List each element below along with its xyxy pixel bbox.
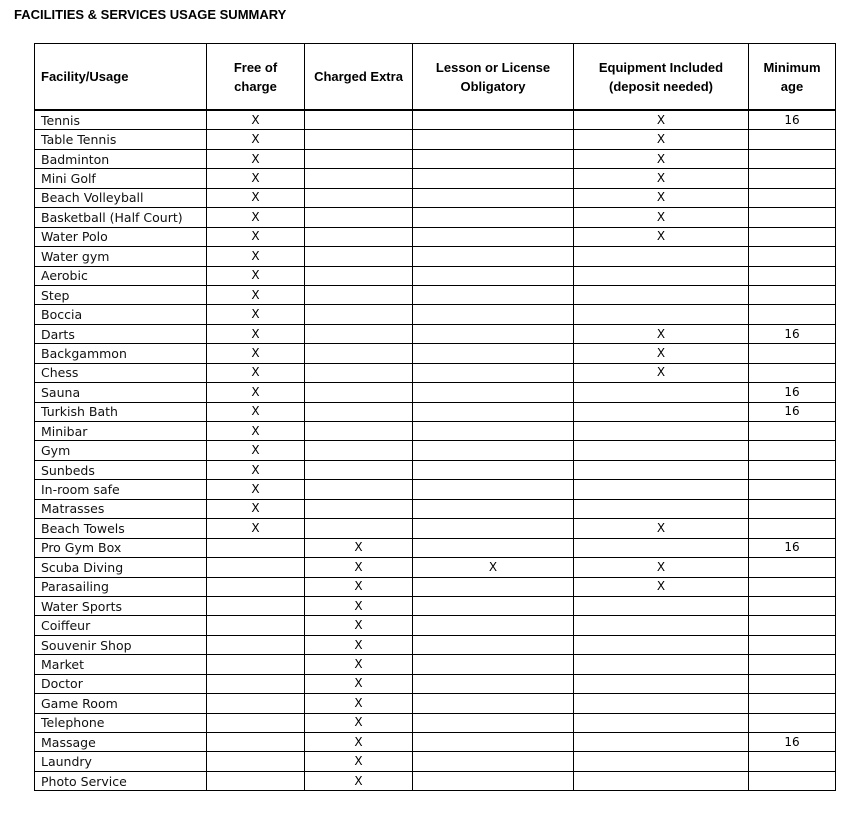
table-row (35, 733, 836, 752)
facility-name: Market (35, 655, 207, 674)
equipment-included-cell (574, 460, 749, 479)
header-equipment-included: Equipment Included (deposit needed) (574, 44, 749, 111)
table-row (35, 422, 836, 441)
minimum-age-cell (749, 266, 836, 285)
minimum-age-cell (749, 519, 836, 538)
equipment-included-cell (574, 266, 749, 285)
facility-name: Water Polo (35, 227, 207, 246)
free-of-charge-cell: X (207, 169, 305, 188)
table-row (35, 713, 836, 732)
lesson-obligatory-cell (413, 208, 574, 227)
charged-extra-cell (305, 110, 413, 130)
table-row (35, 538, 836, 557)
minimum-age-cell (749, 285, 836, 304)
equipment-included-cell (574, 305, 749, 324)
charged-extra-cell: X (305, 655, 413, 674)
facility-name: Tennis (35, 110, 207, 130)
free-of-charge-cell: X (207, 285, 305, 304)
lesson-obligatory-cell (413, 266, 574, 285)
facility-name: Table Tennis (35, 130, 207, 149)
table-row (35, 655, 836, 674)
charged-extra-cell: X (305, 713, 413, 732)
minimum-age-cell (749, 713, 836, 732)
charged-extra-cell (305, 227, 413, 246)
lesson-obligatory-cell (413, 188, 574, 207)
equipment-included-cell: X (574, 577, 749, 596)
free-of-charge-cell (207, 616, 305, 635)
minimum-age-cell: 16 (749, 383, 836, 402)
facility-name: Parasailing (35, 577, 207, 596)
free-of-charge-cell (207, 596, 305, 615)
charged-extra-cell (305, 149, 413, 168)
table-row (35, 169, 836, 188)
equipment-included-cell: X (574, 363, 749, 382)
lesson-obligatory-cell (413, 402, 574, 421)
table-row (35, 771, 836, 790)
table-row (35, 266, 836, 285)
charged-extra-cell (305, 169, 413, 188)
minimum-age-cell (749, 616, 836, 635)
lesson-obligatory-cell (413, 499, 574, 518)
minimum-age-cell (749, 752, 836, 771)
minimum-age-cell (749, 247, 836, 266)
facility-name: Beach Towels (35, 519, 207, 538)
facility-name: Scuba Diving (35, 558, 207, 577)
lesson-obligatory-cell (413, 577, 574, 596)
equipment-included-cell: X (574, 519, 749, 538)
equipment-included-cell (574, 441, 749, 460)
lesson-obligatory-cell (413, 344, 574, 363)
equipment-included-cell (574, 480, 749, 499)
equipment-included-cell: X (574, 227, 749, 246)
facility-name: Darts (35, 324, 207, 343)
table-row (35, 324, 836, 343)
table-body (35, 110, 836, 791)
charged-extra-cell: X (305, 733, 413, 752)
table-row (35, 441, 836, 460)
equipment-included-cell: X (574, 130, 749, 149)
facility-name: Minibar (35, 422, 207, 441)
lesson-obligatory-cell (413, 733, 574, 752)
charged-extra-cell: X (305, 577, 413, 596)
free-of-charge-cell: X (207, 441, 305, 460)
minimum-age-cell (749, 169, 836, 188)
table-row (35, 616, 836, 635)
facility-name: Coiffeur (35, 616, 207, 635)
free-of-charge-cell: X (207, 110, 305, 130)
table-row (35, 519, 836, 538)
facility-name: Water gym (35, 247, 207, 266)
free-of-charge-cell: X (207, 480, 305, 499)
facility-name: Game Room (35, 694, 207, 713)
charged-extra-cell (305, 344, 413, 363)
charged-extra-cell: X (305, 558, 413, 577)
free-of-charge-cell (207, 713, 305, 732)
lesson-obligatory-cell (413, 227, 574, 246)
header-row (35, 44, 836, 111)
facility-name: Doctor (35, 674, 207, 693)
table-row (35, 130, 836, 149)
free-of-charge-cell (207, 694, 305, 713)
equipment-included-cell: X (574, 344, 749, 363)
charged-extra-cell: X (305, 635, 413, 654)
free-of-charge-cell: X (207, 460, 305, 479)
lesson-obligatory-cell (413, 480, 574, 499)
document-title: FACILITIES & SERVICES USAGE SUMMARY (14, 7, 287, 22)
minimum-age-cell (749, 363, 836, 382)
equipment-included-cell (574, 383, 749, 402)
equipment-included-cell: X (574, 169, 749, 188)
free-of-charge-cell: X (207, 149, 305, 168)
facility-name: Laundry (35, 752, 207, 771)
minimum-age-cell (749, 499, 836, 518)
charged-extra-cell (305, 402, 413, 421)
equipment-included-cell (574, 285, 749, 304)
charged-extra-cell (305, 285, 413, 304)
table-row (35, 635, 836, 654)
table-row (35, 596, 836, 615)
free-of-charge-cell: X (207, 130, 305, 149)
facility-name: Sunbeds (35, 460, 207, 479)
facility-name: Mini Golf (35, 169, 207, 188)
minimum-age-cell (749, 188, 836, 207)
equipment-included-cell: X (574, 188, 749, 207)
minimum-age-cell: 16 (749, 733, 836, 752)
facility-name: Water Sports (35, 596, 207, 615)
lesson-obligatory-cell (413, 169, 574, 188)
charged-extra-cell (305, 130, 413, 149)
minimum-age-cell: 16 (749, 324, 836, 343)
free-of-charge-cell: X (207, 305, 305, 324)
table-row (35, 752, 836, 771)
equipment-included-cell: X (574, 149, 749, 168)
equipment-included-cell (574, 674, 749, 693)
equipment-included-cell (574, 499, 749, 518)
charged-extra-cell: X (305, 674, 413, 693)
lesson-obligatory-cell (413, 538, 574, 557)
free-of-charge-cell: X (207, 227, 305, 246)
minimum-age-cell (749, 635, 836, 654)
usage-table (34, 43, 836, 791)
table-row (35, 305, 836, 324)
facility-name: Step (35, 285, 207, 304)
charged-extra-cell (305, 324, 413, 343)
table-row (35, 227, 836, 246)
lesson-obligatory-cell (413, 713, 574, 732)
facility-name: Aerobic (35, 266, 207, 285)
table-row (35, 149, 836, 168)
lesson-obligatory-cell (413, 383, 574, 402)
equipment-included-cell (574, 422, 749, 441)
charged-extra-cell: X (305, 596, 413, 615)
equipment-included-cell (574, 247, 749, 266)
minimum-age-cell (749, 771, 836, 790)
free-of-charge-cell: X (207, 324, 305, 343)
header-lesson-obligatory: Lesson or License Obligatory (413, 44, 574, 111)
minimum-age-cell (749, 596, 836, 615)
charged-extra-cell: X (305, 771, 413, 790)
equipment-included-cell (574, 655, 749, 674)
minimum-age-cell (749, 480, 836, 499)
header-free-of-charge: Free of charge (207, 44, 305, 111)
minimum-age-cell: 16 (749, 538, 836, 557)
table-row (35, 247, 836, 266)
table-row (35, 363, 836, 382)
table-row (35, 674, 836, 693)
minimum-age-cell (749, 149, 836, 168)
equipment-included-cell (574, 713, 749, 732)
facility-name: Chess (35, 363, 207, 382)
free-of-charge-cell (207, 655, 305, 674)
facility-name: Pro Gym Box (35, 538, 207, 557)
facility-name: Massage (35, 733, 207, 752)
minimum-age-cell: 16 (749, 402, 836, 421)
facility-name: Backgammon (35, 344, 207, 363)
free-of-charge-cell (207, 752, 305, 771)
lesson-obligatory-cell (413, 130, 574, 149)
free-of-charge-cell (207, 558, 305, 577)
minimum-age-cell (749, 655, 836, 674)
equipment-included-cell (574, 402, 749, 421)
free-of-charge-cell: X (207, 499, 305, 518)
facility-name: Sauna (35, 383, 207, 402)
equipment-included-cell (574, 616, 749, 635)
charged-extra-cell (305, 247, 413, 266)
lesson-obligatory-cell (413, 519, 574, 538)
lesson-obligatory-cell (413, 596, 574, 615)
header-minimum-age: Minimum age (749, 44, 836, 111)
table-row (35, 460, 836, 479)
minimum-age-cell (749, 208, 836, 227)
table-row (35, 344, 836, 363)
lesson-obligatory-cell (413, 247, 574, 266)
equipment-included-cell: X (574, 208, 749, 227)
lesson-obligatory-cell (413, 149, 574, 168)
equipment-included-cell (574, 596, 749, 615)
free-of-charge-cell (207, 635, 305, 654)
table-row (35, 208, 836, 227)
lesson-obligatory-cell (413, 285, 574, 304)
lesson-obligatory-cell (413, 324, 574, 343)
free-of-charge-cell (207, 771, 305, 790)
lesson-obligatory-cell (413, 674, 574, 693)
free-of-charge-cell: X (207, 247, 305, 266)
table-row (35, 110, 836, 130)
free-of-charge-cell (207, 538, 305, 557)
charged-extra-cell (305, 519, 413, 538)
equipment-included-cell (574, 635, 749, 654)
minimum-age-cell (749, 422, 836, 441)
facility-name: Basketball (Half Court) (35, 208, 207, 227)
equipment-included-cell (574, 752, 749, 771)
minimum-age-cell (749, 441, 836, 460)
minimum-age-cell (749, 305, 836, 324)
minimum-age-cell (749, 694, 836, 713)
equipment-included-cell: X (574, 110, 749, 130)
charged-extra-cell: X (305, 752, 413, 771)
minimum-age-cell (749, 674, 836, 693)
facility-name: Gym (35, 441, 207, 460)
free-of-charge-cell: X (207, 363, 305, 382)
free-of-charge-cell: X (207, 519, 305, 538)
equipment-included-cell (574, 538, 749, 557)
facility-name: Photo Service (35, 771, 207, 790)
equipment-included-cell (574, 694, 749, 713)
lesson-obligatory-cell: X (413, 558, 574, 577)
minimum-age-cell: 16 (749, 110, 836, 130)
free-of-charge-cell: X (207, 208, 305, 227)
minimum-age-cell (749, 227, 836, 246)
facility-name: Turkish Bath (35, 402, 207, 421)
table-row (35, 694, 836, 713)
facility-name: Matrasses (35, 499, 207, 518)
charged-extra-cell: X (305, 694, 413, 713)
equipment-included-cell (574, 771, 749, 790)
free-of-charge-cell: X (207, 422, 305, 441)
free-of-charge-cell (207, 577, 305, 596)
equipment-included-cell (574, 733, 749, 752)
lesson-obligatory-cell (413, 305, 574, 324)
lesson-obligatory-cell (413, 616, 574, 635)
lesson-obligatory-cell (413, 363, 574, 382)
free-of-charge-cell: X (207, 383, 305, 402)
facility-name: Telephone (35, 713, 207, 732)
charged-extra-cell (305, 480, 413, 499)
lesson-obligatory-cell (413, 771, 574, 790)
charged-extra-cell (305, 383, 413, 402)
free-of-charge-cell: X (207, 266, 305, 285)
table-row (35, 285, 836, 304)
lesson-obligatory-cell (413, 110, 574, 130)
minimum-age-cell (749, 344, 836, 363)
charged-extra-cell (305, 422, 413, 441)
lesson-obligatory-cell (413, 441, 574, 460)
facility-name: Boccia (35, 305, 207, 324)
facility-name: Badminton (35, 149, 207, 168)
minimum-age-cell (749, 130, 836, 149)
lesson-obligatory-cell (413, 694, 574, 713)
table-row (35, 188, 836, 207)
table-row (35, 402, 836, 421)
facility-name: In-room safe (35, 480, 207, 499)
charged-extra-cell (305, 305, 413, 324)
equipment-included-cell: X (574, 558, 749, 577)
minimum-age-cell (749, 558, 836, 577)
lesson-obligatory-cell (413, 635, 574, 654)
lesson-obligatory-cell (413, 422, 574, 441)
charged-extra-cell (305, 460, 413, 479)
header-charged-extra: Charged Extra (305, 44, 413, 111)
lesson-obligatory-cell (413, 460, 574, 479)
header-facility: Facility/Usage (35, 44, 207, 111)
minimum-age-cell (749, 577, 836, 596)
charged-extra-cell (305, 266, 413, 285)
charged-extra-cell: X (305, 616, 413, 635)
charged-extra-cell (305, 499, 413, 518)
table-row (35, 383, 836, 402)
facility-name: Beach Volleyball (35, 188, 207, 207)
equipment-included-cell: X (574, 324, 749, 343)
charged-extra-cell (305, 441, 413, 460)
lesson-obligatory-cell (413, 752, 574, 771)
free-of-charge-cell: X (207, 402, 305, 421)
facility-name: Souvenir Shop (35, 635, 207, 654)
free-of-charge-cell: X (207, 344, 305, 363)
charged-extra-cell: X (305, 538, 413, 557)
table-row (35, 480, 836, 499)
free-of-charge-cell: X (207, 188, 305, 207)
lesson-obligatory-cell (413, 655, 574, 674)
charged-extra-cell (305, 363, 413, 382)
minimum-age-cell (749, 460, 836, 479)
free-of-charge-cell (207, 733, 305, 752)
charged-extra-cell (305, 188, 413, 207)
charged-extra-cell (305, 208, 413, 227)
table-row (35, 558, 836, 577)
table-row (35, 499, 836, 518)
free-of-charge-cell (207, 674, 305, 693)
table-row (35, 577, 836, 596)
